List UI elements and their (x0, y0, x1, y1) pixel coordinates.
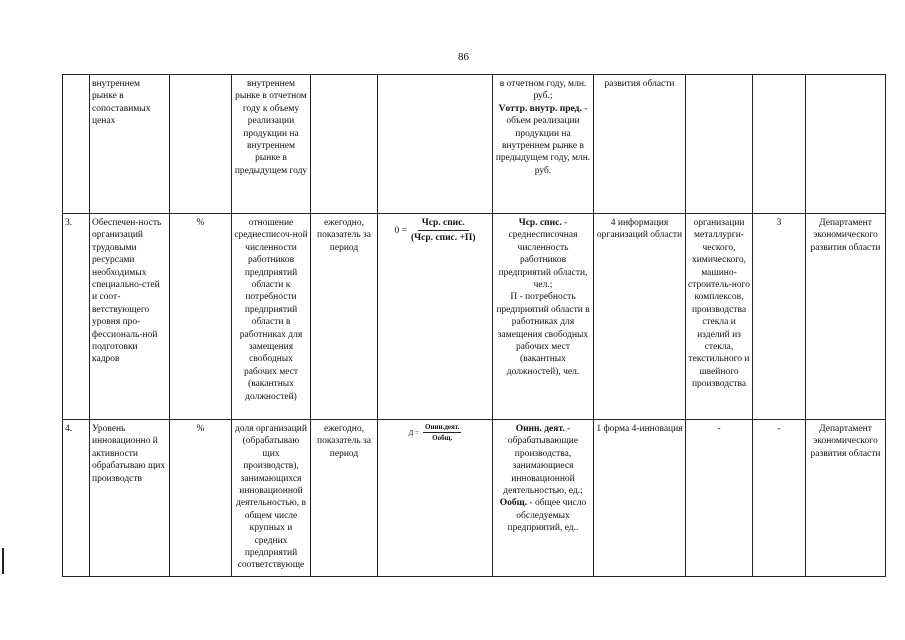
variables-cell (493, 420, 594, 577)
scan-edge-mark (2, 548, 4, 574)
responsible: Департамент экономического развития области (806, 214, 886, 420)
formula-cell (378, 420, 493, 577)
row-number: 3. (63, 214, 90, 420)
indicators-table (62, 74, 886, 577)
variable-text: в отчетном году, млн. руб.; (499, 79, 587, 102)
formula-denominator: (Чср. спис. +П) (411, 233, 476, 244)
variable-line (495, 217, 591, 291)
formula-lhs: 0 = (394, 225, 407, 236)
formula (380, 423, 490, 443)
page-number: 86 (458, 51, 469, 63)
variable-text: П - потребность предприятий области в работниках для замещения свободных рабочих мест (вакантных должностей), чел. (496, 292, 590, 377)
formula-numerator: Чср. спис. (418, 217, 469, 231)
variable-symbol: Vоттр. внутр. пред. (498, 103, 582, 114)
formula-numerator: Оинн.деят. (425, 423, 460, 431)
unit: % (170, 214, 232, 420)
respondents: - (686, 420, 753, 577)
variable-text: - объем реализации продукции на внутреннем рынке в предыдущем году, млн. руб. (495, 103, 591, 176)
periodicity (311, 75, 378, 214)
variable-text: - общее число обследуемых предприятий, ед.. (507, 498, 587, 534)
responsible (806, 75, 886, 214)
row-number (63, 75, 90, 214)
data-source: развития области (594, 75, 686, 214)
formula-lhs: Д = (408, 428, 420, 437)
table-row (63, 214, 886, 420)
responsible: Департамент экономического развития области (806, 420, 886, 577)
variable-line (495, 291, 591, 378)
variable-line (495, 103, 591, 177)
respondents (686, 75, 753, 214)
formula (380, 217, 490, 245)
variable-symbol: Оинн. деят. (515, 424, 565, 434)
unit: % (170, 420, 232, 577)
variable-line (495, 497, 591, 534)
definition: доля организаций (обрабатываю щих производств), занимающихся инновационной деятельностью, в общем числе крупных и средних предприятий соответствующе (232, 420, 311, 577)
formula-fraction (423, 423, 461, 443)
definition: отношение среднесписоч-ной численности работников предприятий области к потребности предприятий области в работниках для замещения свободных рабочих мест (вакантных должностей) (232, 214, 311, 420)
variable-symbol: Ообщ. (499, 498, 528, 509)
extra-value: 3 (753, 214, 806, 420)
variable-line (495, 78, 591, 103)
indicator-name: внутреннем рынке в сопоставимых ценах (90, 75, 170, 214)
definition: внутреннем рынке в отчетном году к объему реализации продукции на внутреннем рынке в предыдущем году (232, 75, 311, 214)
row-number: 4. (63, 420, 90, 577)
formula-denominator: Ообщ. (432, 434, 453, 442)
table-row (63, 420, 886, 577)
data-source: 1 форма 4-инновация (594, 420, 686, 577)
table-row (63, 75, 886, 214)
respondents: организации металлурги-ческого, химического, машино-строитель-ного комплексов, производства стекла и изделий из стекла, текстильного и швейного производства (686, 214, 753, 420)
formula-fraction (411, 217, 475, 245)
periodicity: ежегодно, показатель за период (311, 214, 378, 420)
variables-cell (493, 75, 594, 214)
variables-cell (493, 214, 594, 420)
formula-cell (378, 214, 493, 420)
variable-symbol: Чср. спис. (518, 218, 562, 228)
extra-value (753, 75, 806, 214)
extra-value: - (753, 420, 806, 577)
variable-text: - среднесписочная численность работников предприятий области, чел.; (498, 218, 588, 291)
indicator-name: Уровень инновационно й активности обрабатываю щих производств (90, 420, 170, 577)
variable-text: - обрабатывающие производства, занимающиеся инновационной деятельностью, ед.; (503, 424, 583, 497)
formula-cell (378, 75, 493, 214)
data-source: 4 информация организаций области (594, 214, 686, 420)
unit (170, 75, 232, 214)
periodicity: ежегодно, показатель за период (311, 420, 378, 577)
indicator-name: Обеспечен-ность организаций трудовыми ресурсами необходимых специально-стей и соот-ветствующего уровня про-фессиональ-ной подготовки кадров (90, 214, 170, 420)
variable-line (495, 423, 591, 497)
